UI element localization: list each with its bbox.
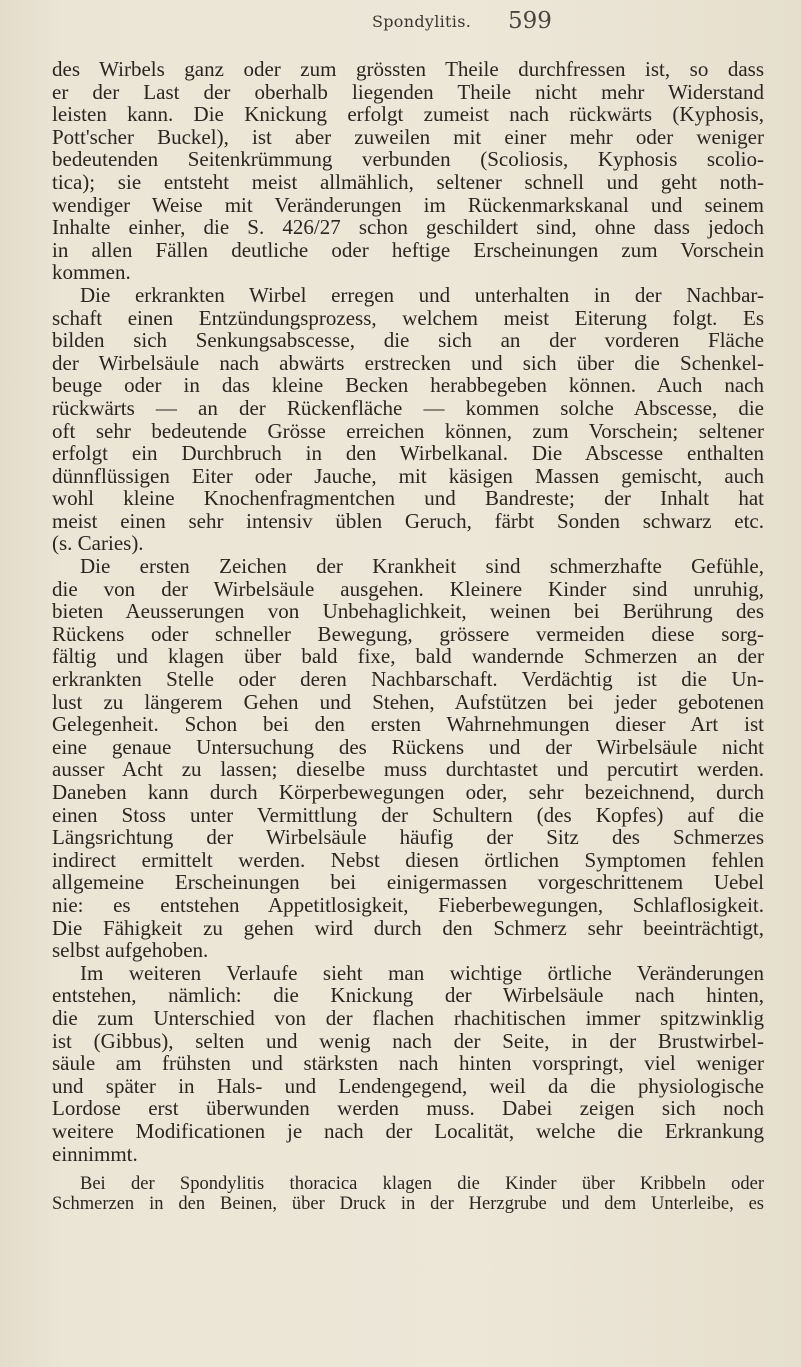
text-line: bieten Aeusserungen von Unbehaglichkeit, weinen bei Berührung des xyxy=(52,599,764,624)
text-line: ausser Acht zu lassen; dieselbe muss durchtastet und percutirt werden. xyxy=(52,757,764,782)
text-line: ist (Gibbus), selten und wenig nach der Seite, in der Brustwirbel- xyxy=(52,1028,764,1053)
text-line: nie: es entstehen Appetitlosigkeit, Fieberbewegungen, Schlaflosigkeit. xyxy=(52,892,764,917)
text-line: Rückens oder schneller Bewegung, grössere vermeiden diese sorg- xyxy=(52,621,764,646)
text-line: meist einen sehr intensiv üblen Geruch, färbt Sonden schwarz etc. xyxy=(52,508,764,533)
text-line: die von der Wirbelsäule ausgehen. Kleinere Kinder sind unruhig, xyxy=(52,576,764,601)
text-line: eine genaue Untersuchung des Rückens und der Wirbelsäule nicht xyxy=(52,734,764,759)
paragraph-1 xyxy=(52,58,764,284)
paragraph-4 xyxy=(52,962,764,1165)
text-line: erfolgt ein Durchbruch in den Wirbelkanal. Die Abscesse enthalten xyxy=(52,441,764,466)
text-line: bilden sich Senkungsabscesse, die sich an der vorderen Fläche xyxy=(52,328,764,353)
text-line: fältig und klagen über bald fixe, bald wandernde Schmerzen an der xyxy=(52,644,764,669)
page-header xyxy=(0,2,801,42)
text-line: dünnflüssigen Eiter oder Jauche, mit käsigen Massen gemischt, auch xyxy=(52,463,764,488)
text-line: kommen. xyxy=(52,260,131,285)
text-line: in allen Fällen deutliche oder heftige Erscheinungen zum Vorschein xyxy=(52,237,764,262)
text-line: wendiger Weise mit Veränderungen im Rückenmarkskanal und seinem xyxy=(52,192,764,217)
text-line: Die ersten Zeichen der Krankheit sind schmerzhafte Gefühle, xyxy=(80,554,764,579)
text-line: Die Fähigkeit zu gehen wird durch den Schmerz sehr beeinträchtigt, xyxy=(52,915,764,940)
text-line: leisten kann. Die Knickung erfolgt zumeist nach rückwärts (Kyphosis, xyxy=(52,102,764,127)
text-line: rückwärts — an der Rückenfläche — kommen solche Abscesse, die xyxy=(52,395,764,420)
text-line: beuge oder in das kleine Becken herabbegeben können. Auch nach xyxy=(52,373,764,398)
running-head: Spondylitis. xyxy=(372,12,472,31)
text-line: allgemeine Erscheinungen bei einigermassen vorgeschrittenem Uebel xyxy=(52,870,764,895)
text-line: Bei der Spondylitis thoracica klagen die Kinder über Kribbeln oder xyxy=(80,1174,764,1195)
text-line: wohl kleine Knochenfragmentchen und Bandreste; der Inhalt hat xyxy=(52,486,764,511)
text-line: des Wirbels ganz oder zum grössten Theile durchfressen ist, so dass xyxy=(52,57,764,81)
page-number: 599 xyxy=(508,8,552,34)
text-line: indirect ermittelt werden. Nebst diesen örtlichen Symptomen fehlen xyxy=(52,847,764,872)
text-line: Schmerzen in den Beinen, über Druck in der Herzgrube und dem Unterleibe, es xyxy=(52,1194,764,1215)
text-line: erkrankten Stelle oder deren Nachbarschaft. Verdächtig ist die Un- xyxy=(52,667,764,692)
body-text xyxy=(52,58,764,1214)
text-line: Im weiteren Verlaufe sieht man wichtige örtliche Veränderungen xyxy=(80,960,764,985)
text-line: Längsrichtung der Wirbelsäule häufig der Sitz des Schmerzes xyxy=(52,825,764,850)
text-line: selbst aufgehoben. xyxy=(52,938,209,963)
text-line: Pott'scher Buckel), ist aber zuweilen mit einer mehr oder weniger xyxy=(52,124,764,149)
text-line: Die erkrankten Wirbel erregen und unterhalten in der Nachbar- xyxy=(80,282,764,307)
text-line: und später in Hals- und Lendengegend, weil da die physiologische xyxy=(52,1073,764,1098)
text-line: Inhalte einher, die S. 426/27 schon geschildert sind, ohne dass jedoch xyxy=(52,215,764,240)
paragraph-2 xyxy=(52,284,764,555)
text-line: weitere Modificationen je nach der Localität, welche die Erkrankung xyxy=(52,1118,764,1143)
text-line: Gelegenheit. Schon bei den ersten Wahrnehmungen dieser Art ist xyxy=(52,712,764,737)
text-line: lust zu längerem Gehen und Stehen, Aufstützen bei jeder gebotenen xyxy=(52,689,764,714)
text-line: entstehen, nämlich: die Knickung der Wirbelsäule nach hinten, xyxy=(52,983,764,1008)
text-line: die zum Unterschied von der flachen rhachitischen immer spitzwinklig xyxy=(52,1005,764,1030)
paragraph-3 xyxy=(52,555,764,962)
text-line: Daneben kann durch Körperbewegungen oder, sehr bezeichnend, durch xyxy=(52,780,764,804)
text-line: er der Last der oberhalb liegenden Theile nicht mehr Widerstand xyxy=(52,79,764,104)
text-line: Lordose erst überwunden werden muss. Dabei zeigen sich noch xyxy=(52,1096,764,1121)
text-line: tica); sie entsteht meist allmählich, seltener schnell und geht noth- xyxy=(52,169,764,194)
text-line: oft sehr bedeutende Grösse erreichen können, zum Vorschein; seltener xyxy=(52,418,764,443)
text-line: bedeutenden Seitenkrümmung verbunden (Scoliosis, Kyphosis scolio- xyxy=(52,147,764,172)
small-print-paragraph xyxy=(52,1174,764,1214)
text-line: säule am frühsten und stärksten nach hinten vorspringt, viel weniger xyxy=(52,1051,764,1076)
text-line: der Wirbelsäule nach abwärts erstrecken und sich über die Schenkel- xyxy=(52,350,764,375)
text-line: einen Stoss unter Vermittlung der Schultern (des Kopfes) auf die xyxy=(52,802,764,827)
text-line: (s. Caries). xyxy=(52,531,144,556)
text-line: schaft einen Entzündungsprozess, welchem meist Eiterung folgt. Es xyxy=(52,305,764,330)
text-line: einnimmt. xyxy=(52,1141,138,1166)
